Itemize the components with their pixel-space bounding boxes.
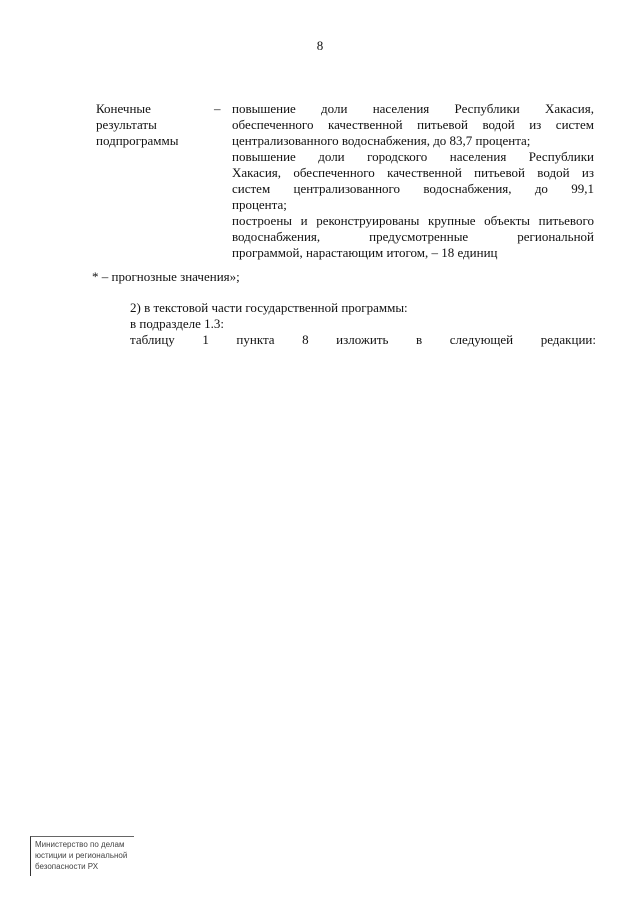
instruction-word: в — [416, 332, 423, 347]
stamp-line: безопасности РХ — [35, 862, 99, 871]
stamp-line: юстиции и региональной — [35, 851, 128, 860]
row-value-line: повышение доли городского населения Республики — [232, 149, 594, 164]
row-label — [96, 101, 196, 149]
instruction-word: пункта — [236, 332, 275, 347]
instruction-word: редакции: — [540, 332, 596, 347]
row-value-line: Хакасия, обеспеченного качественной питьевой водой из — [232, 165, 594, 180]
instruction-word: 8 — [302, 332, 309, 347]
row-label-line: подпрограммы — [96, 133, 179, 148]
row-value — [232, 101, 594, 261]
instruction-word: таблицу — [130, 332, 175, 347]
row-value-line: процента; — [232, 197, 287, 212]
row-label-line: Конечные — [96, 101, 151, 116]
footnote: * – прогнозные значения»; — [92, 269, 240, 284]
row-value-line: водоснабжения, предусмотренные региональной — [232, 229, 594, 244]
table-instruction-line — [130, 332, 596, 348]
instruction-word: следующей — [449, 332, 514, 347]
amendment-paragraph-2: 2) в текстовой части государственной программы: — [130, 300, 408, 315]
row-dash: – — [214, 101, 221, 116]
row-value-line: повышение доли населения Республики Хакасия, — [232, 101, 594, 116]
row-label-line: результаты — [96, 117, 157, 132]
stamp-line: Министерство по делам — [35, 840, 125, 849]
subsection-reference: в подразделе 1.3: — [130, 316, 225, 331]
instruction-word: изложить — [336, 332, 389, 347]
row-value-line: централизованного водоснабжения, до 83,7 процента; — [232, 133, 531, 148]
row-value-line: систем централизованного водоснабжения, до 99,1 — [232, 181, 594, 196]
instruction-word: 1 — [202, 332, 209, 347]
row-value-line: программой, нарастающим итогом, – 18 единиц — [232, 245, 498, 260]
row-value-line: построены и реконструированы крупные объекты питьевого — [232, 213, 594, 228]
page-number: 8 — [316, 38, 324, 53]
row-value-line: обеспеченного качественной питьевой водой из систем — [232, 117, 594, 132]
ministry-stamp — [30, 836, 134, 876]
